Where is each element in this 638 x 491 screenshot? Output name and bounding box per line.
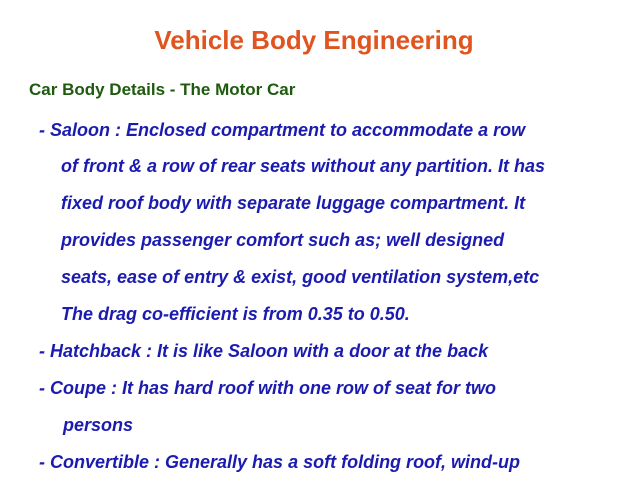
body-line-hatchback: - Hatchback : It is like Saloon with a door at the back	[39, 341, 489, 361]
body-line: of front & a row of rear seats without any partition. It has	[61, 156, 546, 176]
body-line: fixed roof body with separate luggage compartment. It	[61, 193, 526, 213]
slide-subtitle: Car Body Details - The Motor Car	[29, 80, 296, 99]
body-line-coupe: - Coupe : It has hard roof with one row of seat for two	[39, 378, 496, 398]
body-line: seats, ease of entry & exist, good ventilation system,etc	[61, 267, 540, 287]
slide-title: Vehicle Body Engineering	[154, 25, 474, 55]
body-line: persons	[63, 415, 134, 435]
body-line: provides passenger comfort such as; well designed	[61, 230, 505, 250]
body-line-saloon: - Saloon : Enclosed compartment to accommodate a row	[39, 120, 526, 140]
body-line: The drag co-efficient is from 0.35 to 0.50.	[61, 304, 410, 324]
body-line-convertible: - Convertible : Generally has a soft folding roof, wind-up	[39, 452, 521, 472]
